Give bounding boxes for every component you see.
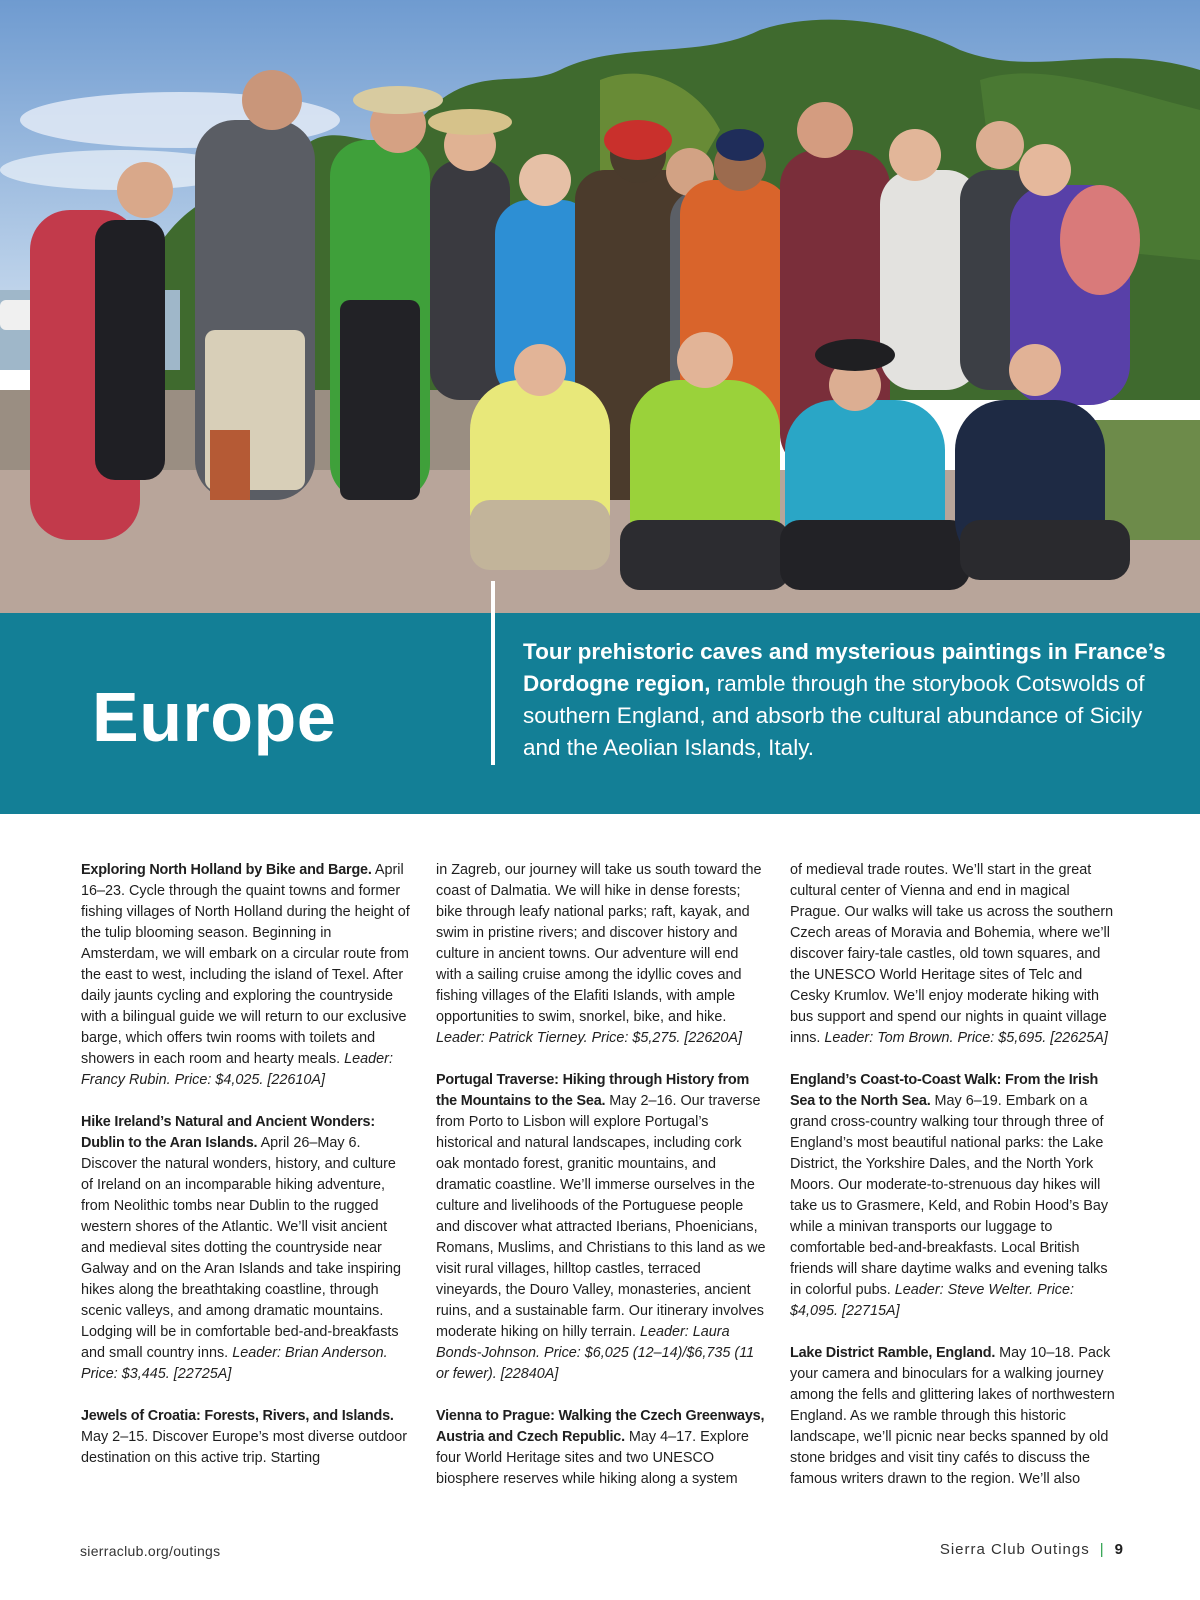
trip-listings [0, 860, 1200, 1520]
trip-title: Jewels of Croatia: Forests, Rivers, and Islands. [81, 1408, 394, 1424]
column-1 [81, 860, 411, 1490]
page-number: 9 [1114, 1541, 1124, 1558]
trip-entry [436, 860, 766, 1049]
trip-body: May 2–16. Our traverse from Porto to Lisbon will explore Portugal’s historical and natural landscapes, including cork oak montado forest, granitic mountains, and dramatic coastline. We’ll immerse ourselves in the culture and livelihoods of the Portuguese people and discover what attracted Iberians, Phoenicians, Romans, Muslims, and Christians to this land as we visit rural villages, hilltop castles, terraced vineyards, the Douro Valley, monasteries, ancient ruins, and a sustainable farm. Our itinerary involves moderate hiking on hilly terrain. [436, 1093, 766, 1340]
hikers-group-illustration [0, 0, 1200, 613]
column-3 [790, 860, 1120, 1511]
trip-body: April 26–May 6. Discover the natural wonders, history, and culture of Ireland on an incomparable hiking adventure, from Neolithic tombs near Dublin to the rugged western shores of the Atlantic. We’ll visit ancient and medieval sites dotting the countryside near Galway and on the Aran Islands and take inspiring hikes along the breathtaking coastline, through scenic valleys, and among dramatic mountains. Lodging will be in comfortable bed-and-breakfasts and small country inns. [81, 1135, 401, 1361]
banner-intro [523, 636, 1173, 764]
trip-body: May 4–17. Explore four World Heritage sites and two UNESCO biosphere reserves while hiking along a system [436, 1429, 749, 1487]
trip-leader: Leader: Francy Rubin. Price: $4,025. [22610A] [81, 1051, 393, 1088]
trip-leader: Leader: Laura Bonds-Johnson. Price: $6,025 (12–14)/$6,735 (11 or fewer). [22840A] [436, 1324, 755, 1382]
publication-name: Sierra Club Outings [939, 1541, 1090, 1558]
trip-title: Lake District Ramble, England. [790, 1345, 996, 1361]
trip-title: Vienna to Prague: Walking the Czech Greenways, Austria and Czech Republic. [436, 1408, 765, 1445]
banner-intro-bold: Tour prehistoric caves and mysterious paintings in France’s Dordogne region, [523, 639, 1166, 696]
trip-title: England’s Coast-to-Coast Walk: From the Irish Sea to the North Sea. [790, 1072, 1099, 1109]
trip-title: Hike Ireland’s Natural and Ancient Wonders: Dublin to the Aran Islands. [81, 1114, 375, 1151]
trip-entry [790, 1343, 1120, 1490]
banner-intro-rest: ramble through the storybook Cotswolds of southern England, and absorb the cultural abundance of Sicily and the Aeolian Islands, Italy. [523, 671, 1145, 760]
trip-body: May 10–18. Pack your camera and binoculars for a walking journey among the fells and glittering lakes of northwestern England. As we ramble through this historic landscape, we’ll picnic near becks spanned by old stone bridges and visit tiny cafés to discuss the famous writers drawn to the region. We’ll also [790, 1345, 1115, 1487]
column-2 [436, 860, 766, 1511]
trip-entry [81, 1112, 411, 1385]
trip-body: April 16–23. Cycle through the quaint towns and former fishing villages of North Holland during the height of the tulip blooming season. Beginning in Amsterdam, we will embark on a circular route from the east to west, including the island of Texel. After daily jaunts cycling and exploring the countryside with a bilingual guide we will return to our exclusive barge, which offers twin rooms with toilets and showers in each room and hearty meals. [81, 862, 410, 1067]
trip-entry [436, 1070, 766, 1385]
trip-entry [436, 1406, 766, 1490]
trip-entry [81, 860, 411, 1091]
hero-photo [0, 0, 1200, 613]
trip-leader: Leader: Steve Welter. Price: $4,095. [22715A] [790, 1282, 1074, 1319]
trip-entry [790, 1070, 1120, 1322]
trip-leader: Leader: Patrick Tierney. Price: $5,275. [22620A] [436, 1030, 742, 1046]
trip-entry [81, 1406, 411, 1469]
footer-publication [940, 1541, 1124, 1558]
trip-body: May 6–19. Embark on a grand cross-country walking tour through three of England’s most beautiful national parks: the Lake District, the Yorkshire Dales, and the North York Moors. Our moderate-to-strenuous day hikes will take us to Grasmere, Keld, and Robin Hood’s Bay while a minivan transports our luggage to comfortable bed-and-breakfasts. Local British friends will share daytime walks and evening talks in colorful pubs. [790, 1093, 1109, 1298]
trip-body: in Zagreb, our journey will take us south toward the coast of Dalmatia. We will hike in dense forests; bike through leafy national parks; raft, kayak, and swim in pristine rivers; and discover history and culture in ancient towns. Our adventure will end with a sailing cruise among the idyllic coves and fishing villages of the Elafiti Islands, with ample opportunities to swim, snorkel, bike, and hike. [436, 862, 762, 1025]
footer-url[interactable]: sierraclub.org/outings [80, 1543, 221, 1559]
section-banner [0, 613, 1200, 814]
trip-title: Portugal Traverse: Hiking through History from the Mountains to the Sea. [436, 1072, 750, 1109]
trip-entry [790, 860, 1120, 1049]
trip-body: May 2–15. Discover Europe’s most diverse outdoor destination on this active trip. Starting [81, 1429, 408, 1466]
trip-leader: Leader: Tom Brown. Price: $5,695. [22625A] [824, 1030, 1108, 1046]
trip-title: Exploring North Holland by Bike and Barge. [81, 862, 372, 878]
trip-leader: Leader: Brian Anderson. Price: $3,445. [22725A] [81, 1345, 388, 1382]
banner-divider [491, 581, 495, 765]
section-title: Europe [92, 678, 337, 756]
trip-body: of medieval trade routes. We’ll start in the great cultural center of Vienna and end in magical Prague. Our walks will take us across the southern Czech areas of Moravia and Bohemia, where we’ll discover fairy-tale castles, old town squares, and the UNESCO World Heritage sites of Telc and Cesky Krumlov. We’ll enjoy moderate hiking with bus support and spend our nights in quaint village inns. [790, 862, 1114, 1046]
footer-separator: | [1099, 1541, 1105, 1558]
